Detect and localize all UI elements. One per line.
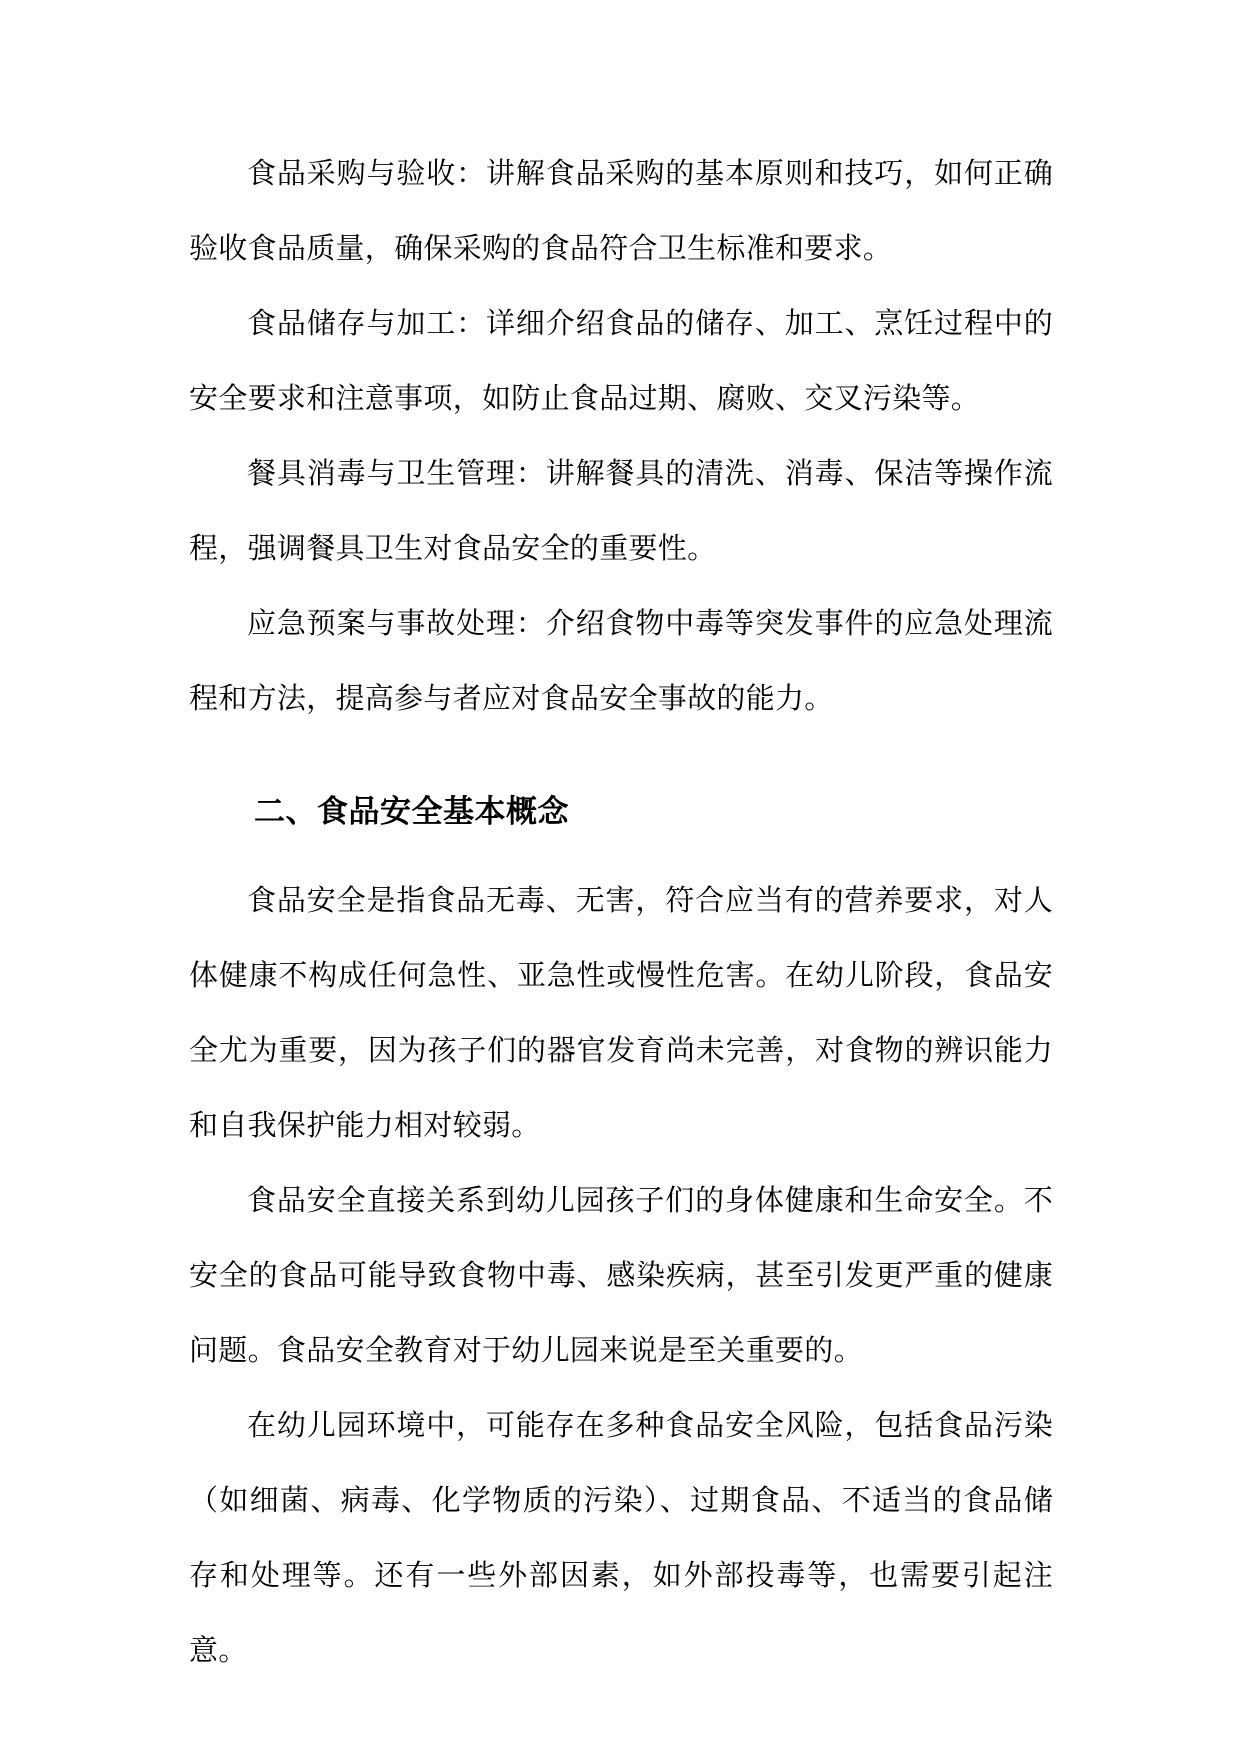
paragraph-food-safety-importance: 食品安全直接关系到幼儿园孩子们的身体健康和生命安全。不安全的食品可能导致食物中毒、感染疾病，甚至引发更严重的健康问题。食品安全教育对于幼儿园来说是至关重要的。 — [189, 1183, 1053, 1367]
section-heading: 二、食品安全基本概念 — [254, 794, 569, 830]
paragraph-food-safety-risks: 在幼儿园环境中，可能存在多种食品安全风险，包括食品污染（如细菌、病毒、化学物质的污染）、过期食品、不适当的食品储存和处理等。还有一些外部因素，如外部投毒等，也需要引起注意。 — [189, 1408, 1053, 1667]
paragraph-food-storage: 食品储存与加工：详细介绍食品的储存、加工、烹饪过程中的安全要求和注意事项，如防止食品过期、腐败、交叉污染等。 — [189, 306, 1053, 415]
paragraph-food-safety-definition: 食品安全是指食品无毒、无害，符合应当有的营养要求，对人体健康不构成任何急性、亚急性或慢性危害。在幼儿阶段，食品安全尤为重要，因为孩子们的器官发育尚未完善，对食物的辨识能力和自我保护能力相对较弱。 — [189, 883, 1053, 1142]
paragraph-tableware-disinfection: 餐具消毒与卫生管理：讲解餐具的清洗、消毒、保洁等操作流程，强调餐具卫生对食品安全的重要性。 — [189, 456, 1053, 565]
paragraph-food-procurement: 食品采购与验收：讲解食品采购的基本原则和技巧，如何正确验收食品质量，确保采购的食品符合卫生标准和要求。 — [189, 156, 1053, 265]
paragraph-emergency-plan: 应急预案与事故处理：介绍食物中毒等突发事件的应急处理流程和方法，提高参与者应对食品安全事故的能力。 — [189, 606, 1053, 715]
